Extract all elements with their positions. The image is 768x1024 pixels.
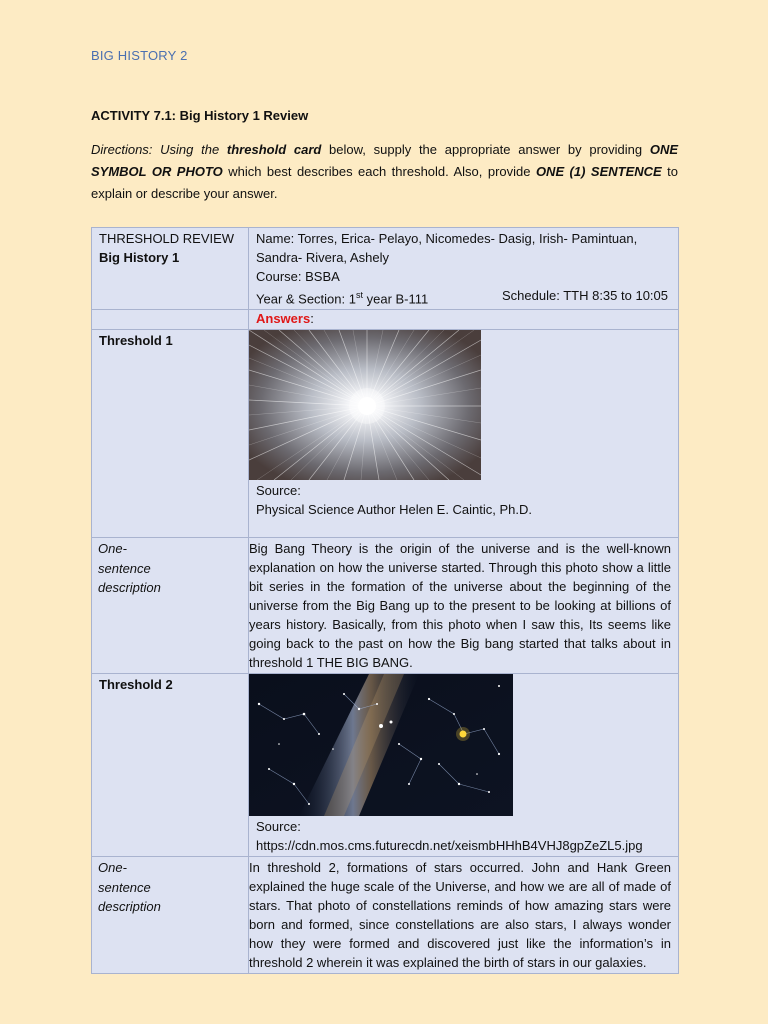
directions-one-symbol: ONE SYMBOL OR PHOTO: [91, 142, 678, 179]
big-bang-photo: [249, 330, 481, 480]
threshold-2-answer-cell: [249, 674, 679, 857]
threshold-2-source-label: Source:: [256, 819, 301, 835]
threshold-2-row: [92, 674, 679, 857]
threshold-1-description-row: [92, 538, 679, 674]
activity-title: ACTIVITY 7.1: Big History 1 Review: [91, 108, 309, 123]
course-line: Course: BSBA: [256, 269, 340, 284]
threshold-1-answer-cell: [249, 330, 679, 538]
threshold-1-description-cell: [249, 538, 679, 674]
threshold-2-label-cell: [92, 674, 249, 857]
answers-row: [92, 310, 679, 330]
names-line-2: Sandra- Rivera, Ashely: [256, 250, 389, 265]
threshold-2-description-row: [92, 857, 679, 974]
threshold-1-label-cell: [92, 330, 249, 538]
threshold-1-source-label: Source:: [256, 483, 301, 499]
desc-label-line-2: sentence: [98, 560, 151, 576]
constellations-photo: [249, 674, 513, 816]
directions-text-2: which best describes each threshold. Also, provide: [222, 164, 536, 179]
threshold-card-table: [91, 227, 679, 974]
threshold-1-label: Threshold 1: [99, 333, 173, 349]
desc-label-line-2: sentence: [98, 879, 151, 895]
threshold-2-description-cell: [249, 857, 679, 974]
header-row: [92, 228, 679, 310]
schedule: Schedule: TTH 8:35 to 10:05: [502, 288, 668, 303]
threshold-2-label: Threshold 2: [99, 677, 173, 693]
directions-lead: Directions: Using the: [91, 142, 227, 157]
threshold-2-source: https://cdn.mos.cms.futurecdn.net/xeismbHHhB4VHJ8gpZeZL5.jpg: [256, 838, 643, 854]
course-title: Big History 1: [99, 250, 180, 265]
threshold-1-source: Physical Science Author Helen E. Caintic, Ph.D.: [256, 502, 533, 518]
directions-one-sentence: ONE (1) SENTENCE: [535, 164, 662, 179]
threshold-1-description: Big Bang Theory is the origin of the universe and is the well-known explanation on how the universe started. Through this photo show a little bit series in the formation of the universe about the beginning of the universe from the Big Bang up to the present to be looking at billions of years history. Basically, from this photo when I saw this, Its seems like going back to the past on how the Big bang started that talks about in threshold 1 THE BIG BANG.: [249, 541, 671, 671]
threshold-1-desc-label-cell: [92, 538, 249, 674]
year-section: Year & Section: 1st year B-111: [256, 290, 429, 307]
desc-label-line-1: One-: [98, 860, 127, 876]
directions-paragraph: [91, 139, 678, 205]
answers-label-cell: Answers:: [249, 310, 679, 330]
directions-text-1: below, supply the appropriate answer by providing: [321, 142, 650, 157]
threshold-review-cell: [92, 228, 249, 310]
desc-label-line-3: description: [98, 899, 161, 915]
year-schedule-line: [256, 286, 671, 308]
names-line-1: Name: Torres, Erica- Pelayo, Nicomedes- Dasig, Irish- Pamintuan,: [256, 231, 638, 246]
desc-label-line-3: description: [98, 580, 161, 596]
directions-text-3: to explain or describe your answer.: [91, 164, 678, 201]
answers-left-empty: [92, 310, 249, 330]
student-info-cell: [249, 228, 679, 310]
answers-label: Answers: [256, 311, 311, 327]
document-header: BIG HISTORY 2: [91, 48, 188, 63]
threshold-2-description: In threshold 2, formations of stars occurred. John and Hank Green explained the huge scale of the Universe, and how we are all of made of stars. That photo of constellations reminds of how amazing stars were born and formed, since constellations are also stars, I always wonder how they were formed and discovered just like the information’s in threshold 2 wherein it was explained the birth of stars in our galaxies.: [249, 860, 671, 971]
threshold-2-desc-label-cell: [92, 857, 249, 974]
threshold-review-label: THRESHOLD REVIEW: [99, 231, 235, 246]
threshold-1-row: [92, 330, 679, 538]
directions-threshold-card: threshold card: [226, 142, 322, 157]
desc-label-line-1: One-: [98, 541, 127, 557]
